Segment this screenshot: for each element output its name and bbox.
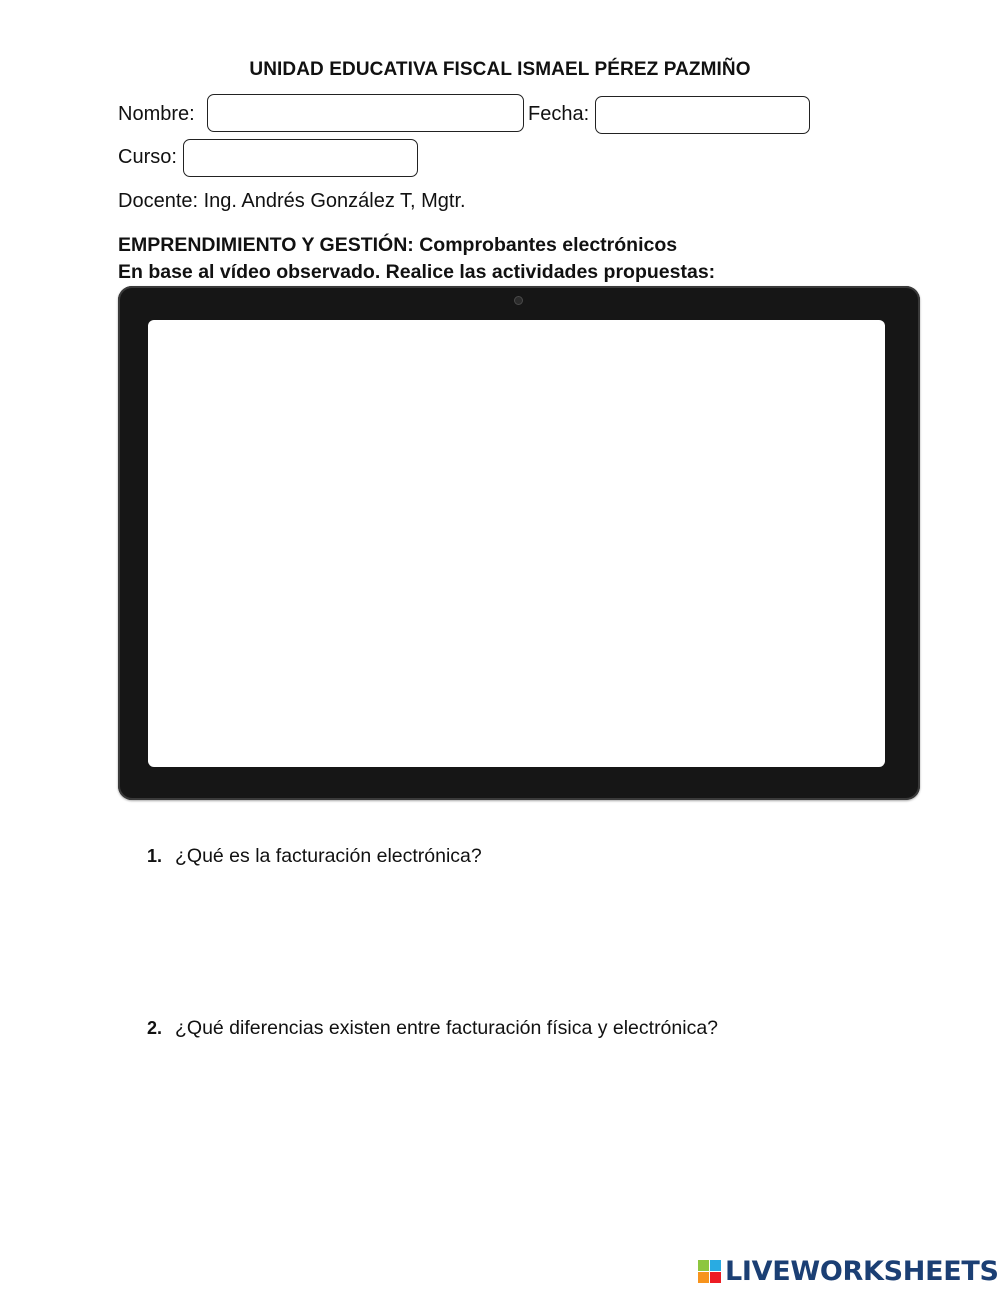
nombre-field[interactable] — [207, 94, 524, 132]
liveworksheets-logo-text: LIVEWORKSHEETS — [725, 1255, 999, 1287]
camera-icon — [514, 296, 523, 305]
video-player-frame[interactable] — [118, 286, 920, 800]
liveworksheets-logo — [698, 1254, 999, 1288]
video-screen[interactable] — [148, 320, 885, 767]
question-2-text: ¿Qué diferencias existen entre facturación física y electrónica? — [175, 1017, 719, 1039]
question-2-number: 2. — [147, 1018, 163, 1038]
subject-title: EMPRENDIMIENTO Y GESTIÓN: Comprobantes electrónicos — [118, 234, 678, 256]
fecha-field[interactable] — [595, 96, 810, 134]
question-1-text: ¿Qué es la facturación electrónica? — [175, 845, 482, 867]
school-name: UNIDAD EDUCATIVA FISCAL ISMAEL PÉREZ PAZMIÑO — [249, 59, 751, 80]
liveworksheets-logo-icon — [698, 1260, 721, 1283]
curso-label: Curso: — [118, 146, 177, 168]
docente-line: Docente: Ing. Andrés González T, Mgtr. — [118, 190, 466, 212]
curso-field[interactable] — [183, 139, 418, 177]
instruction-line: En base al vídeo observado. Realice las actividades propuestas: — [118, 261, 716, 283]
fecha-label: Fecha: — [528, 103, 590, 125]
nombre-label: Nombre: — [118, 103, 195, 125]
question-1-number: 1. — [147, 846, 163, 866]
